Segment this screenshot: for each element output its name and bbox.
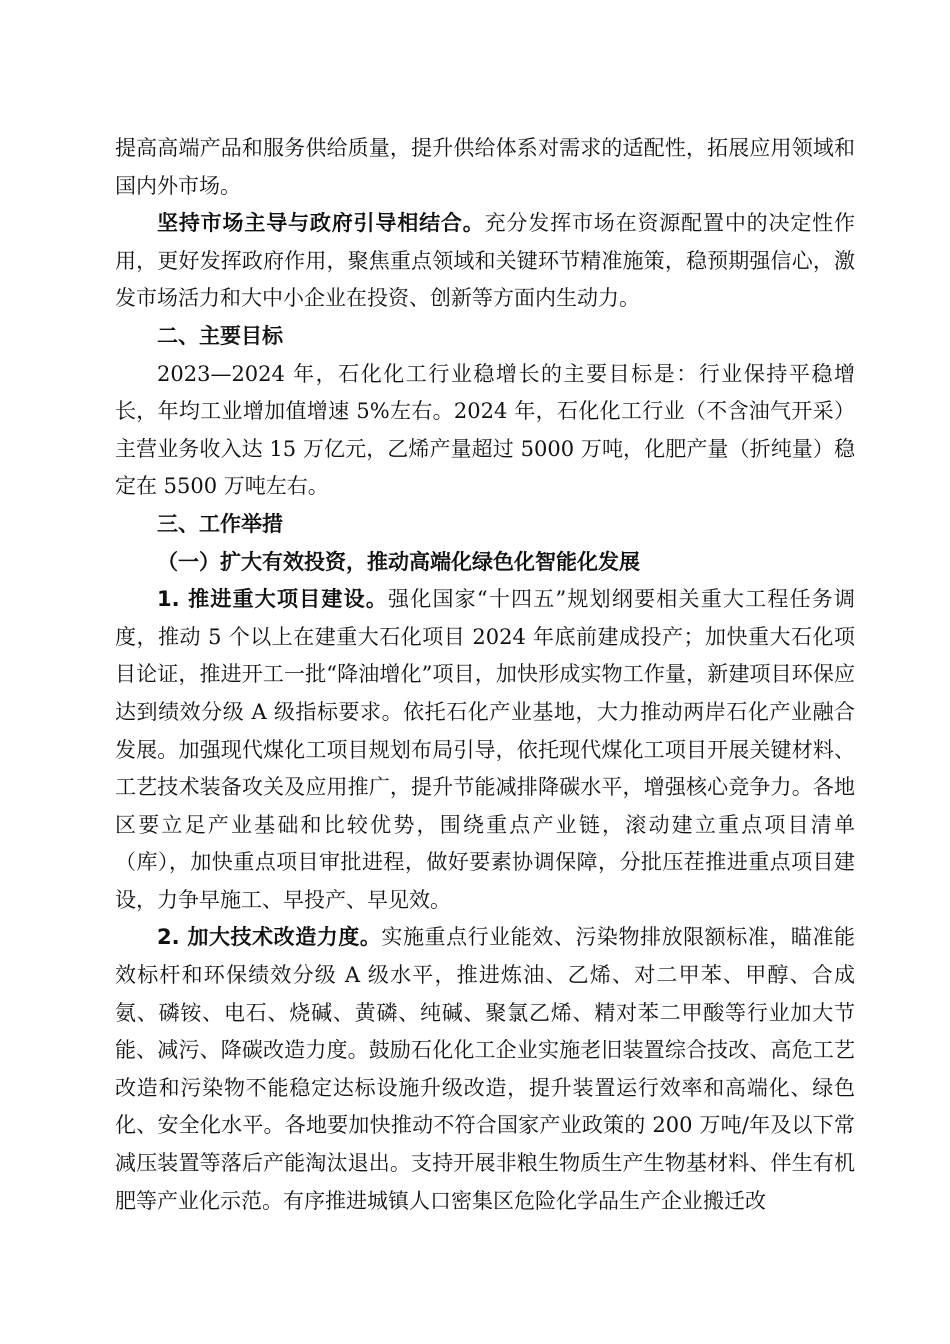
paragraph-text: 强化国家“十四五”规划纲要相关重大工程任务调度，推动 5 个以上在建重大石化项目 2024 年底前建成投产；加快重大石化项目论证，推进开工一批“降油增化”项目，加快形成实物工作量，新建项目环保应达到绩效分级 A 级指标要求。依托石化产业基地，大力推动两岸石化产业融合发展。加强现代煤化工项目规划布局引导，依托现代煤化工项目开展关键材料、工艺技术装备攻关及应用推广，提升节能减排降碳水平，增强核心竞争力。各地区要立足产业基础和比较优势，围绕重点产业链，滚动建立重点项目清单（库），加快重点项目审批进程，做好要素协调保障，分批压茬推进重点项目建设，力争早施工、早投产、早见效。	[115, 587, 855, 912]
paragraph-continuation	[115, 130, 855, 205]
paragraph-text: 2023—2024 年，石化化工行业稳增长的主要目标是：行业保持平稳增长，年均工业增加值增速 5%左右。2024 年，石化化工行业（不含油气开采）主营业务收入达 15 万亿元，乙烯产量超过 5000 万吨，化肥产量（折纯量）稳定在 5500 万吨左右。	[115, 361, 855, 499]
paragraph-lead: 2. 加大技术改造力度。	[157, 925, 382, 950]
paragraph-tech-upgrade	[115, 919, 855, 1220]
paragraph-text: 提高高端产品和服务供给质量，提升供给体系对需求的适配性，拓展应用领域和国内外市场。	[115, 136, 855, 198]
section-heading-work-measures	[115, 506, 855, 544]
paragraph-main-goals	[115, 356, 855, 506]
paragraph-text: 充分发挥市场在资源配置中的决定性作用，更好发挥政府作用，聚焦重点领域和关键环节精准施策，稳预期强信心，激发市场活力和大中小企业在投资、创新等方面内生动力。	[115, 211, 856, 311]
paragraph-market-principle	[115, 205, 855, 318]
paragraph-lead: 1. 推进重大项目建设。	[157, 587, 389, 612]
subsection-heading-investment	[115, 544, 855, 582]
section-heading-main-goals	[115, 318, 855, 356]
paragraph-lead: 坚持市场主导与政府引导相结合。	[157, 211, 485, 236]
heading-text: （一）扩大有效投资，推动高端化绿色化智能化发展	[157, 549, 640, 574]
paragraph-major-projects	[115, 581, 855, 919]
document-body	[115, 130, 855, 1220]
heading-text: 三、工作举措	[157, 511, 283, 536]
paragraph-text: 实施重点行业能效、污染物排放限额标准，瞄准能效标杆和环保绩效分级 A 级水平，推进炼油、乙烯、对二甲苯、甲醇、合成氨、磷铵、电石、烧碱、黄磷、纯碱、聚氯乙烯、精对苯二甲酸等行业加大节能、减污、降碳改造力度。鼓励石化化工企业实施老旧装置综合技改、高危工艺改造和污染物不能稳定达标设施升级改造，提升装置运行效率和高端化、绿色化、安全化水平。各地要加快推动不符合国家产业政策的 200 万吨/年及以下常减压装置等落后产能淘汰退出。支持开展非粮生物质生产生物基材料、伴生有机肥等产业化示范。有序推进城镇人口密集区危险化学品生产企业搬迁改	[115, 925, 855, 1213]
heading-text: 二、主要目标	[157, 323, 283, 348]
